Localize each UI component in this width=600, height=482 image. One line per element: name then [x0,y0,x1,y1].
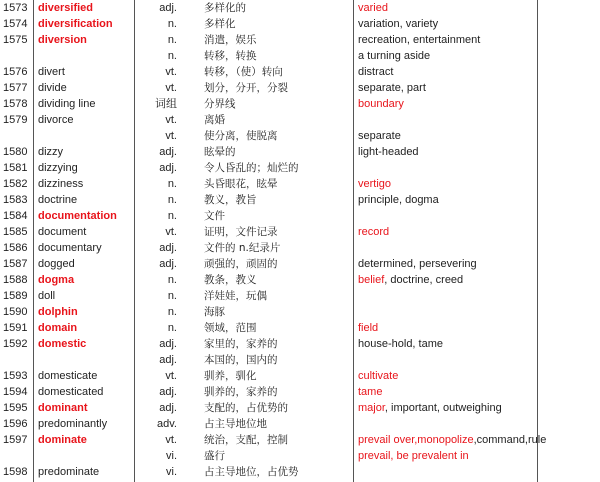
table-row[interactable] [0,80,600,96]
entry-number: 1592 [3,338,28,350]
table-row[interactable] [0,288,600,304]
chinese-meaning: 转移，转换 [204,50,257,62]
chinese-meaning: 家里的，家养的 [204,338,278,350]
english-synonyms [358,448,469,464]
english-synonyms [358,192,439,208]
highlighted-synonym: major [358,402,385,414]
chinese-meaning: 划分，分开，分裂 [204,82,288,94]
chinese-meaning: 文件的 n.纪录片 [204,242,281,254]
entry-number: 1593 [3,370,28,382]
entry-word: domesticated [38,386,104,398]
entry-word: domain [38,322,78,334]
table-row[interactable] [0,192,600,208]
entry-number: 1581 [3,162,28,174]
english-synonyms [358,368,398,384]
part-of-speech: vt. [165,130,177,142]
highlighted-synonym: varied [358,2,388,14]
chinese-meaning: 统治，支配，控制 [204,434,288,446]
english-synonyms [358,272,463,288]
entry-word: divert [38,66,65,78]
entry-number: 1597 [3,434,28,446]
synonym-text: , doctrine, creed [384,274,464,286]
part-of-speech: adj. [159,2,177,14]
chinese-meaning: 盛行 [204,450,225,462]
chinese-meaning: 驯养的，家养的 [204,386,278,398]
english-synonyms [358,96,404,112]
entry-number: 1586 [3,242,28,254]
chinese-meaning: 本国的，国内的 [204,354,278,366]
entry-number: 1590 [3,306,28,318]
english-synonyms [358,144,419,160]
entry-number: 1583 [3,194,28,206]
english-synonyms [358,64,393,80]
part-of-speech: n. [167,274,177,286]
part-of-speech: adj. [159,338,177,350]
entry-number: 1577 [3,82,28,94]
table-row[interactable] [0,368,600,384]
part-of-speech: vi. [166,466,177,478]
chinese-meaning: 领域，范围 [204,322,257,334]
part-of-speech: n. [167,18,177,30]
english-synonyms [358,224,389,240]
table-row[interactable] [0,160,600,176]
entry-number: 1596 [3,418,28,430]
highlighted-synonym: field [358,322,379,334]
part-of-speech: vt. [165,82,177,94]
part-of-speech: n. [167,290,177,302]
table-row[interactable] [0,48,600,64]
part-of-speech: adv. [157,418,177,430]
english-synonyms [358,384,382,400]
entry-number: 1575 [3,34,28,46]
entry-word: documentation [38,210,117,222]
entry-number: 1594 [3,386,28,398]
chinese-meaning: 证明，文件记录 [204,226,278,238]
chinese-meaning: 多样化的 [204,2,246,14]
table-row[interactable] [0,384,600,400]
entry-word: predominate [38,466,100,478]
english-synonyms [358,0,388,16]
english-synonyms [358,32,480,48]
entry-number: 1587 [3,258,28,270]
entry-word: dominant [38,402,88,414]
chinese-meaning: 令人昏乱的；灿烂的 [204,162,299,174]
highlighted-synonym: boundary [358,98,404,110]
chinese-meaning: 分界线 [204,98,236,110]
entry-number: 1582 [3,178,28,190]
synonym-text: variation, variety [358,18,439,30]
entry-number: 1588 [3,274,28,286]
entry-number: 1589 [3,290,28,302]
entry-word: dogma [38,274,75,286]
english-synonyms [358,80,426,96]
chinese-meaning: 占主导地位地 [204,418,267,430]
entry-number: 1576 [3,66,28,78]
chinese-meaning: 支配的，占优势的 [204,402,288,414]
entry-word: domestic [38,338,87,350]
highlighted-synonym: prevail over,monopolize [358,434,474,446]
entry-word: diversified [38,2,94,14]
synonym-text: recreation, entertainment [358,34,481,46]
entry-number: 1584 [3,210,28,222]
synonym-text: separate [358,130,401,142]
entry-word: dizzy [38,146,64,158]
entry-number: 1579 [3,114,28,126]
entry-word: dogged [38,258,75,270]
synonym-text: principle, dogma [358,194,439,206]
entry-number: 1591 [3,322,28,334]
english-synonyms [358,336,443,352]
english-synonyms [358,320,378,336]
entry-number: 1595 [3,402,28,414]
part-of-speech: n. [167,306,177,318]
entry-number: 1580 [3,146,28,158]
english-synonyms [358,16,438,32]
highlighted-synonym: cultivate [358,370,399,382]
synonym-text: distract [358,66,394,78]
part-of-speech: n. [167,322,177,334]
table-row[interactable] [0,176,600,192]
chinese-meaning: 消遣，娱乐 [204,34,257,46]
synonym-text: separate, part [358,82,426,94]
chinese-meaning: 洋娃娃，玩偶 [204,290,267,302]
table-row[interactable] [0,208,600,224]
part-of-speech: vt. [165,226,177,238]
synonym-text: a turning aside [358,50,431,62]
table-row[interactable] [0,272,600,288]
highlighted-synonym: vertigo [358,178,392,190]
highlighted-synonym: prevail, be prevalent in [358,450,469,462]
part-of-speech: adj. [159,402,177,414]
part-of-speech: adj. [159,354,177,366]
highlighted-synonym: tame [358,386,383,398]
synonym-text: , important, outweighing [384,402,502,414]
entry-word: dizzying [38,162,78,174]
chinese-meaning: 教义，教旨 [204,194,257,206]
part-of-speech: adj. [159,386,177,398]
table-row[interactable] [0,320,600,336]
english-synonyms [358,128,401,144]
table-row[interactable] [0,16,600,32]
entry-number: 1578 [3,98,28,110]
table-row[interactable] [0,128,600,144]
synonym-text: light-headed [358,146,419,158]
chinese-meaning: 占主导地位，占优势 [204,466,299,478]
english-synonyms [358,48,430,64]
synonym-text: ,command,rule [473,434,547,446]
part-of-speech: vi. [166,450,177,462]
chinese-meaning: 使分离，使脱离 [204,130,278,142]
entry-word: document [38,226,87,238]
part-of-speech: n. [167,50,177,62]
entry-word: doll [38,290,56,302]
table-row[interactable] [0,96,600,112]
entry-word: divorce [38,114,74,126]
chinese-meaning: 顽强的，顽固的 [204,258,278,270]
entry-word: dividing line [38,98,96,110]
table-row[interactable] [0,144,600,160]
table-row[interactable] [0,224,600,240]
entry-word: dominate [38,434,87,446]
table-row[interactable] [0,64,600,80]
part-of-speech: vt. [165,114,177,126]
part-of-speech: n. [167,194,177,206]
chinese-meaning: 眩晕的 [204,146,236,158]
chinese-meaning: 教条，教义 [204,274,257,286]
part-of-speech: vt. [165,66,177,78]
entry-word: domesticate [38,370,98,382]
table-row[interactable] [0,304,600,320]
part-of-speech: vt. [165,434,177,446]
entry-word: diversion [38,34,87,46]
part-of-speech: adj. [159,146,177,158]
highlighted-synonym: record [358,226,390,238]
table-row[interactable] [0,256,600,272]
table-row[interactable] [0,112,600,128]
part-of-speech: n. [167,178,177,190]
chinese-meaning: 文件 [204,210,225,222]
table-row[interactable] [0,400,600,416]
synonym-text: house-hold, tame [358,338,443,350]
entry-number: 1574 [3,18,28,30]
entry-word: doctrine [38,194,78,206]
entry-word: dizziness [38,178,84,190]
chinese-meaning: 驯养，驯化 [204,370,257,382]
entry-number: 1585 [3,226,28,238]
entry-number: 1598 [3,466,28,478]
highlighted-synonym: belief [358,274,385,286]
entry-word: predominantly [38,418,108,430]
english-synonyms [358,256,477,272]
part-of-speech: adj. [159,258,177,270]
entry-word: divide [38,82,67,94]
entry-word: dolphin [38,306,78,318]
english-synonyms [358,400,502,416]
table-row[interactable] [0,0,600,16]
table-row[interactable] [0,448,600,464]
english-synonyms [358,432,546,448]
table-row[interactable] [0,32,600,48]
table-row[interactable] [0,464,600,480]
table-row[interactable] [0,352,600,368]
table-row[interactable] [0,336,600,352]
part-of-speech: 词组 [155,98,177,110]
part-of-speech: adj. [159,242,177,254]
table-row[interactable] [0,432,600,448]
english-synonyms [358,176,391,192]
part-of-speech: n. [167,34,177,46]
entry-number: 1573 [3,2,28,14]
chinese-meaning: 头昏眼花，眩晕 [204,178,278,190]
synonym-text: determined, persevering [358,258,477,270]
entry-word: documentary [38,242,102,254]
part-of-speech: n. [167,210,177,222]
chinese-meaning: 离婚 [204,114,225,126]
table-row[interactable] [0,240,600,256]
table-row[interactable] [0,416,600,432]
chinese-meaning: 多样化 [204,18,236,30]
part-of-speech: adj. [159,162,177,174]
part-of-speech: vt. [165,370,177,382]
entry-word: diversification [38,18,113,30]
chinese-meaning: 转移，（使）转向 [204,66,283,78]
chinese-meaning: 海豚 [204,306,225,318]
